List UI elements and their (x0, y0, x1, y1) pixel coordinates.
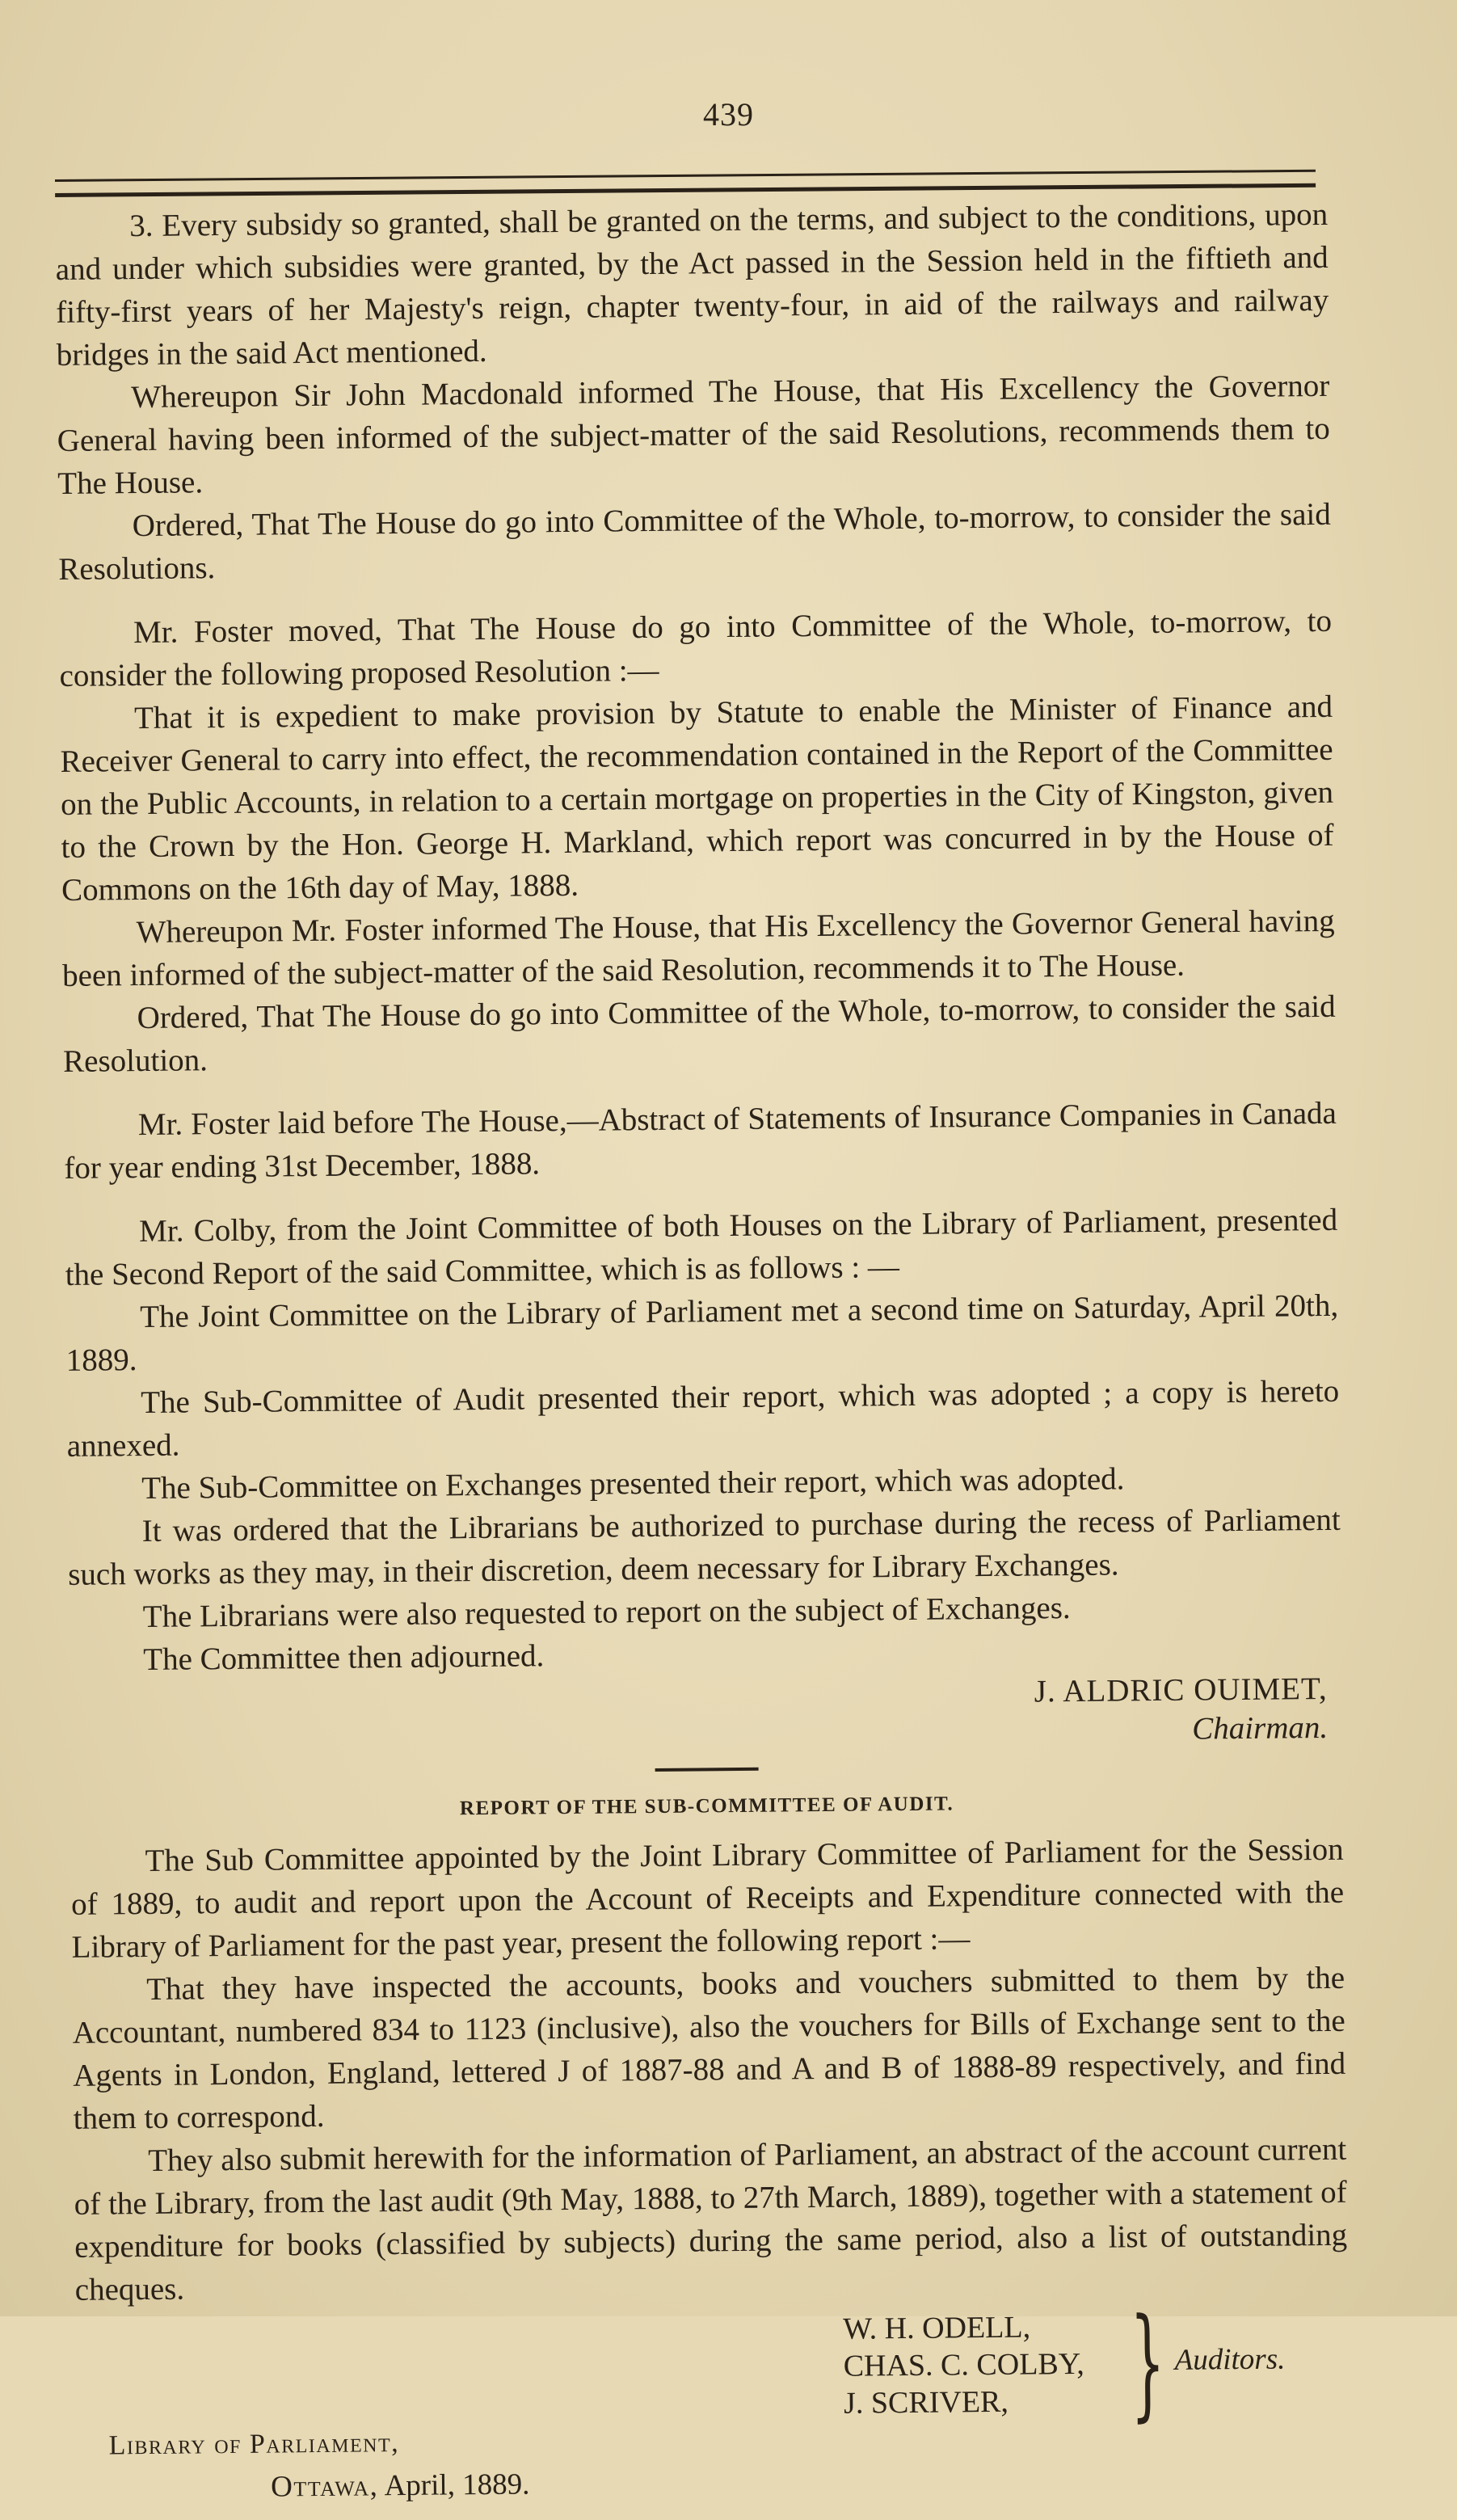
paragraph: The Sub-Committee on Exchanges presented their report, which was adopted. (141, 1461, 1125, 1507)
paragraph: It was ordered that the Librarians be authorized to purchase during the recess of Parliament such works as they may, in their discretion, deem necessary for Library Exchanges. (68, 1502, 1341, 1592)
auditor-names (843, 2308, 1084, 2422)
paragraph: Mr. Foster laid before The House,—Abstract of Statements of Insurance Companies in Canada for year ending 31st December, 1888. (64, 1095, 1337, 1186)
paragraph: The Librarians were also requested to report on the subject of Exchanges. (142, 1591, 1071, 1635)
paragraph: Ordered, That The House do go into Committee of the Whole, to-morrow, to consider the said Resolution. (62, 988, 1336, 1079)
auditor-name: CHAS. C. COLBY, (843, 2346, 1085, 2383)
chairman-name: J. ALDRIC OUIMET, (1034, 1671, 1328, 1709)
auditor-name: J. SCRIVER, (843, 2384, 1009, 2421)
paragraph: Mr. Colby, from the Joint Committee of both Houses on the Library of Parliament, presented the Second Report of the said Committee, which is as follows : — (65, 1202, 1338, 1292)
section-insurance-abstract (64, 1092, 1337, 1190)
footer-place-date (271, 2467, 530, 2504)
text-column (55, 193, 1350, 2520)
right-brace-icon: } (1129, 2292, 1166, 2434)
paragraph: Whereupon Mr. Foster informed The House, that His Excellency the Governor General having been informed of the subject-matter of the said Resolution, recommends it to The House. (61, 903, 1335, 993)
chairman-title: Chairman. (1192, 1709, 1329, 1747)
paragraph: The Sub-Committee of Audit presented their report, which was adopted ; a copy is hereto annexed. (66, 1373, 1340, 1464)
section-foster-resolution (59, 600, 1337, 1083)
paragraph: 3. Every subsidy so granted, shall be granted on the terms, and subject to the conditions, upon and under which subsidies were granted, by the Act passed in the Session held in the fiftieth and fifty-first years of her Majesty's reign, chapter twenty-four, in aid of the railways and railway bridges in the said Act mentioned. (55, 196, 1329, 373)
paragraph: That they have inspected the accounts, books and vouchers submitted to them by the Accountant, numbered 834 to 1123 (inclusive), also the vouchers for Bills of Exchange sent to the Agents in London, England, lettered J of 1887-88 and A and B of 1888-89 respectively, and find them to correspond. (72, 1960, 1346, 2136)
paragraph: The Sub Committee appointed by the Joint Library Committee of Parliament for the Session of 1889, to audit and report upon the Account of Receipts and Expenditure connected with the Library of Parliament for the past year, present the following report :— (70, 1831, 1345, 1965)
footer-city: Ottawa, (270, 2469, 379, 2504)
paragraph: Mr. Foster moved, That The House do go into Committee of the Whole, to-morrow, to consider the following proposed Resolution :— (59, 603, 1333, 693)
paragraph: The Joint Committee on the Library of Parliament met a second time on Saturday, April 20th, 1889. (65, 1287, 1339, 1378)
section-divider (655, 1768, 758, 1772)
header-rule (55, 170, 1316, 197)
section-audit-report (70, 1828, 1348, 2311)
auditor-name: W. H. ODELL, (843, 2310, 1031, 2346)
paragraph: Whereupon Sir John Macdonald informed The House, that His Excellency the Governor General having been informed of the subject-matter of the said Resolutions, recommends them to The House. (57, 368, 1330, 501)
section-subsidy-resolutions (55, 193, 1332, 591)
place-and-date (76, 2419, 1350, 2520)
auditors-label: Auditors. (1174, 2342, 1286, 2377)
paragraph: They also submit herewith for the information of Parliament, an abstract of the account current of the Library, from the last audit (9th May, 1888, to 27th March, 1889), together with a statement of expenditure for books (classified by subjects) during the same period, also a list of outstanding cheques. (74, 2131, 1348, 2307)
footer-org: Library of Parliament, (108, 2428, 400, 2461)
footer-date: April, 1889. (384, 2467, 530, 2503)
auditors-signature (75, 2292, 1349, 2434)
page-number: 439 (703, 96, 754, 133)
paragraph: That it is expedient to make provision by Statute to enable the Minister of Finance and Receiver General to carry into effect, the recommendation contained in the Report of the Committee on the Public Accounts, in relation to a certain mortgage on properties in the City of Kingston, given to the Crown by the Hon. George H. Markland, which report was concurred in by the House of Commons on the 16th day of May, 1888. (60, 689, 1334, 908)
section-library-report (65, 1199, 1342, 1682)
paragraph: Ordered, That The House do go into Committee of the Whole, to-morrow, to consider the said Resolutions. (58, 496, 1331, 587)
paragraph: The Committee then adjourned. (143, 1638, 545, 1678)
report-heading: REPORT OF THE SUB-COMMITTEE OF AUDIT. (459, 1793, 954, 1820)
chairman-signature (69, 1670, 1343, 1759)
